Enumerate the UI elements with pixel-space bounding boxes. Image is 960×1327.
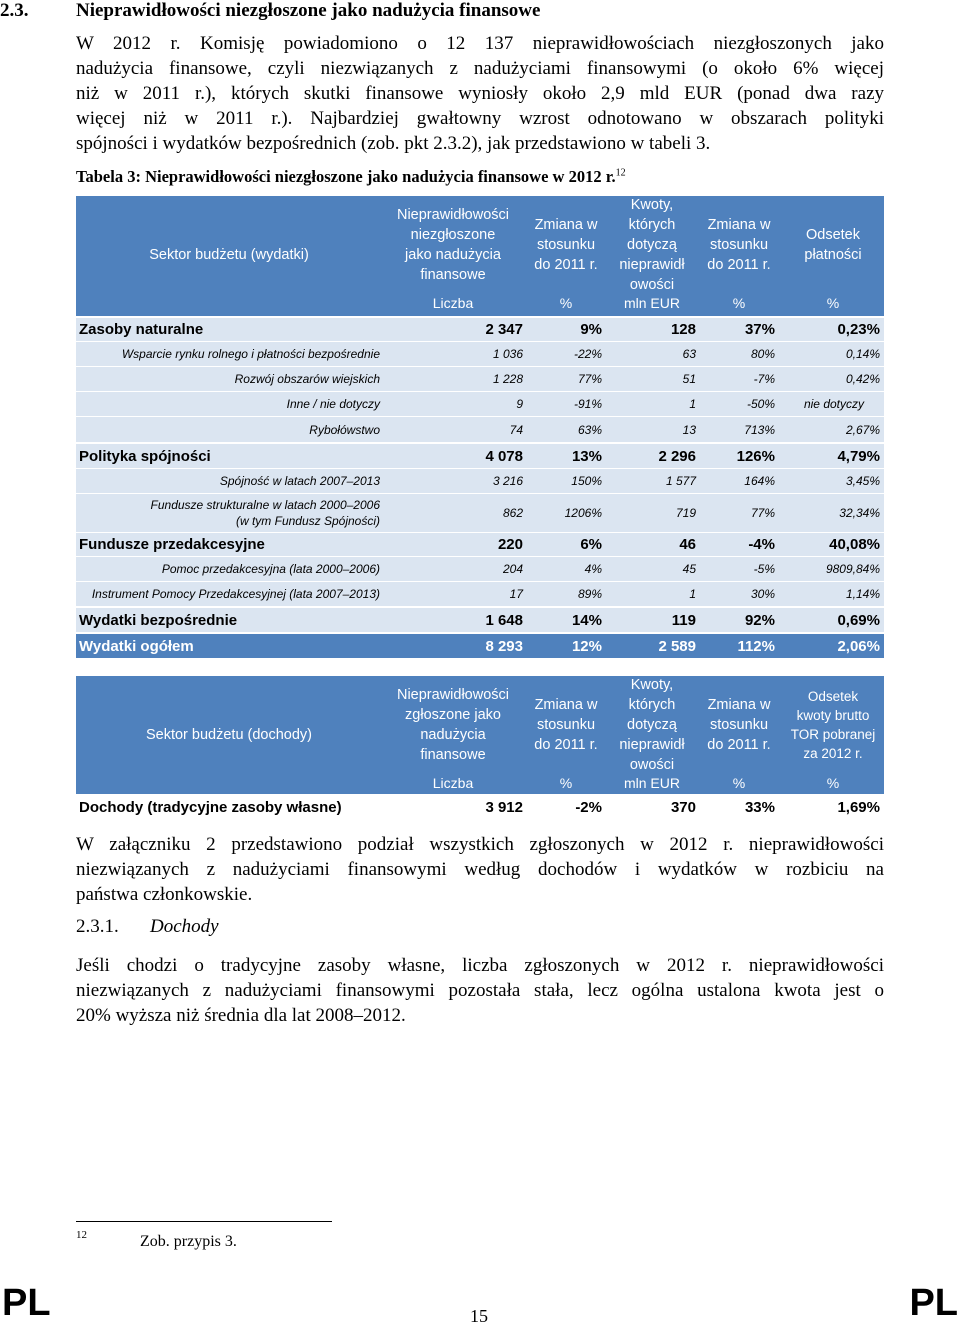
header-amounts: Kwoty, których dotyczą nieprawidł owości bbox=[619, 677, 685, 773]
row-label: Rozwój obszarów wiejskich bbox=[234, 372, 380, 386]
header-change-amount: Zmiana w stosunku do 2011 r. bbox=[707, 217, 771, 273]
cell-amount: 1 bbox=[689, 397, 696, 411]
cell-rate: 0,23% bbox=[837, 321, 880, 338]
cell-change: 89% bbox=[577, 587, 602, 601]
cell-change: 150% bbox=[571, 474, 602, 488]
row-label: Wydatki bezpośrednie bbox=[79, 611, 238, 629]
table-row bbox=[76, 795, 884, 819]
cell-change: -7% bbox=[753, 372, 775, 386]
cell-change: 14% bbox=[571, 611, 602, 629]
cell-change: 80% bbox=[750, 347, 775, 361]
cell-count: 17 bbox=[509, 587, 523, 601]
para-line: spójności i wydatków bezpośrednich (zob. pkt 2.3.2), jak przedstawiono w tabeli 3. bbox=[76, 133, 711, 154]
cell-change: 92% bbox=[744, 611, 775, 629]
cell-rate: 0,14% bbox=[845, 347, 880, 361]
row-label-line: (w tym Fundusz Spójności) bbox=[235, 514, 380, 528]
cell-change: 112% bbox=[737, 637, 775, 655]
unit-percent: % bbox=[559, 775, 573, 791]
cell-amount: 370 bbox=[670, 798, 696, 816]
table-row bbox=[76, 367, 884, 391]
row-label: Wydatki ogółem bbox=[79, 637, 194, 655]
para-line: nadużycia finansowe, czyli niezwiązanych z nadużyciami finansowymi (o około 6% więcej bbox=[76, 58, 884, 79]
cell-rate: 2,67% bbox=[845, 422, 880, 437]
unit-percent: % bbox=[732, 295, 746, 311]
unit-percent: % bbox=[826, 295, 840, 311]
row-label: Fundusze przedakcesyjne bbox=[79, 536, 265, 553]
header-sector: Sektor budżetu (wydatki) bbox=[149, 247, 309, 263]
unit-percent: % bbox=[826, 775, 840, 791]
table-row bbox=[76, 444, 884, 468]
cell-change: 37% bbox=[744, 321, 775, 338]
cell-count: 1 228 bbox=[492, 372, 523, 386]
row-label: Polityka spójności bbox=[79, 447, 211, 465]
cell-change: -4% bbox=[748, 536, 775, 553]
cell-rate: 4,79% bbox=[837, 447, 880, 465]
cell-rate: 32,34% bbox=[839, 506, 880, 520]
table-row bbox=[76, 557, 884, 581]
cell-change: -22% bbox=[573, 347, 602, 361]
language-code-right: PL bbox=[909, 1282, 958, 1324]
expenditure-table-header bbox=[76, 196, 884, 316]
header-count: Nieprawidłowości zgłoszone jako nadużycia finansowe bbox=[396, 687, 509, 763]
cell-count: 74 bbox=[509, 422, 523, 437]
para-line: Jeśli chodzi o tradycyjne zasoby własne, liczba zgłoszonych w 2012 r. nieprawidłowości bbox=[76, 955, 884, 976]
para-line: niż w 2011 r.), których skutki finansowe wyniosły około 2,9 mld EUR (ponad dwa razy bbox=[76, 83, 884, 104]
subsection-number: 2.3.1. bbox=[76, 916, 119, 937]
cell-change: 63% bbox=[577, 422, 602, 437]
page-number: 15 bbox=[470, 1306, 488, 1326]
footnote-number: 12 bbox=[76, 1229, 87, 1241]
cell-amount: 63 bbox=[682, 347, 696, 361]
revenue-paragraph bbox=[76, 953, 884, 1028]
cell-amount: 119 bbox=[671, 611, 696, 629]
cell-count: 8 293 bbox=[485, 637, 523, 655]
subsection-title: Dochody bbox=[150, 916, 219, 937]
unit-percent: % bbox=[732, 775, 746, 791]
para-line: więcej niż w 2011 r.). Najbardziej gwałtowny wzrost odnotowano w obszarach polityki bbox=[76, 108, 884, 129]
footnote-separator bbox=[76, 1221, 332, 1222]
para-line: państwa członkowskie. bbox=[76, 884, 253, 905]
unit-count: Liczba bbox=[432, 295, 474, 311]
cell-count: 2 347 bbox=[485, 321, 523, 338]
cell-rate: 40,08% bbox=[829, 536, 880, 553]
cell-rate: 2,06% bbox=[837, 637, 880, 655]
language-code-left: PL bbox=[2, 1282, 51, 1324]
row-label: Spójność w latach 2007–2013 bbox=[219, 474, 380, 488]
cell-change: 33% bbox=[744, 798, 775, 816]
para-line: niezwiązanych z nadużyciami finansowymi według dochodów i wydatków w rozbiciu na bbox=[76, 859, 884, 880]
cell-change: 6% bbox=[580, 536, 602, 553]
header-count: Nieprawidłowości niezgłoszone jako nadużycia finansowe bbox=[396, 207, 509, 283]
cell-change: 9% bbox=[580, 321, 602, 338]
row-label bbox=[151, 494, 380, 532]
cell-change: 126% bbox=[736, 447, 775, 465]
cell-amount: 45 bbox=[682, 562, 696, 576]
cell-rate: 3,45% bbox=[845, 474, 880, 488]
cell-count: 1 648 bbox=[485, 611, 523, 629]
cell-count: 3 912 bbox=[485, 798, 523, 816]
cell-amount: 13 bbox=[682, 422, 696, 437]
table-row bbox=[76, 417, 884, 442]
row-label: Inne / nie dotyczy bbox=[286, 397, 380, 411]
row-label: Zasoby naturalne bbox=[79, 321, 204, 338]
cell-change: -2% bbox=[575, 798, 602, 816]
table-row bbox=[76, 342, 884, 366]
para-line: W 2012 r. Komisję powiadomiono o 12 137 nieprawidłowościach niezgłoszonych jako bbox=[76, 33, 884, 54]
cell-change: -50% bbox=[746, 397, 775, 411]
cell-amount: 128 bbox=[670, 321, 696, 338]
row-label: Wsparcie rynku rolnego i płatności bezpośrednie bbox=[121, 347, 380, 361]
header-change-amount: Zmiana w stosunku do 2011 r. bbox=[707, 697, 771, 753]
cell-count: 9 bbox=[516, 397, 523, 411]
cell-rate: 1,69% bbox=[837, 798, 880, 816]
subsection-heading bbox=[76, 916, 219, 938]
unit-mln-eur: mln EUR bbox=[623, 295, 680, 311]
cell-count: 1 036 bbox=[492, 347, 523, 361]
table-row bbox=[76, 533, 884, 556]
row-label: Pomoc przedakcesyjna (lata 2000–2006) bbox=[161, 562, 380, 576]
row-label: Rybołówstwo bbox=[309, 422, 380, 437]
table-caption bbox=[76, 167, 626, 187]
intro-paragraph bbox=[76, 31, 884, 156]
cell-amount: 719 bbox=[675, 506, 696, 520]
unit-count: Liczba bbox=[432, 775, 474, 791]
section-number: 2.3. bbox=[0, 0, 29, 21]
cell-rate: 0,42% bbox=[845, 372, 880, 386]
header-payment-rate: Odsetek płatności bbox=[804, 227, 862, 263]
cell-change: 4% bbox=[584, 562, 602, 576]
cell-change: 164% bbox=[744, 474, 775, 488]
cell-amount: 51 bbox=[682, 372, 696, 386]
header-sector: Sektor budżetu (dochody) bbox=[145, 727, 313, 743]
cell-change: 30% bbox=[750, 587, 775, 601]
cell-rate: nie dotyczy bbox=[803, 397, 864, 411]
cell-change: 77% bbox=[577, 372, 602, 386]
table-row bbox=[76, 392, 884, 416]
unit-mln-eur: mln EUR bbox=[623, 775, 680, 791]
cell-count: 220 bbox=[497, 536, 523, 553]
footnote-ref: 12 bbox=[615, 167, 626, 179]
cell-amount: 1 577 bbox=[665, 474, 696, 488]
cell-change: -91% bbox=[573, 397, 602, 411]
cell-change: 13% bbox=[571, 447, 602, 465]
revenue-table-header bbox=[76, 676, 884, 794]
row-label: Dochody (tradycyjne zasoby własne) bbox=[79, 798, 342, 816]
table-total-row bbox=[76, 634, 884, 658]
cell-amount: 1 bbox=[689, 587, 696, 601]
row-label: Instrument Pomocy Przedakcesyjnej (lata 2007–2013) bbox=[91, 587, 380, 601]
para-line: W załączniku 2 przedstawiono podział wszystkich zgłoszonych w 2012 r. nieprawidłowości bbox=[76, 834, 884, 855]
table-row bbox=[76, 582, 884, 606]
cell-count: 204 bbox=[502, 562, 523, 576]
header-change-count: Zmiana w stosunku do 2011 r. bbox=[534, 217, 598, 273]
cell-count: 3 216 bbox=[492, 474, 523, 488]
cell-amount: 2 589 bbox=[658, 637, 696, 655]
cell-amount: 2 296 bbox=[658, 447, 696, 465]
cell-amount: 46 bbox=[679, 536, 696, 553]
cell-rate: 9809,84% bbox=[825, 562, 880, 576]
unit-percent: % bbox=[559, 295, 573, 311]
row-label-line: Fundusze strukturalne w latach 2000–2006 bbox=[150, 498, 380, 512]
table-row bbox=[76, 469, 884, 493]
table-row bbox=[76, 608, 884, 632]
cell-change: 713% bbox=[744, 422, 775, 437]
cell-rate: 1,14% bbox=[845, 587, 880, 601]
cell-change: 77% bbox=[750, 506, 775, 520]
para-line: niezwiązanych z nadużyciami finansowymi pozostała stała, lecz ogólna ustalona kwota jest o bbox=[76, 980, 884, 1001]
header-tor-rate: Odsetek kwoty brutto TOR pobranej za 2012 r. bbox=[790, 689, 876, 761]
cell-count: 862 bbox=[502, 506, 523, 520]
cell-change: -5% bbox=[753, 562, 775, 576]
section-heading bbox=[0, 0, 540, 22]
cell-count: 4 078 bbox=[485, 447, 523, 465]
cell-change: 1206% bbox=[564, 506, 602, 520]
para-line: 20% wyższa niż średnia dla lat 2008–2012. bbox=[76, 1005, 406, 1026]
cell-rate: 0,69% bbox=[837, 611, 880, 629]
caption-text: Tabela 3: Nieprawidłowości niezgłoszone jako nadużycia finansowe w 2012 r. bbox=[76, 167, 616, 186]
section-title: Nieprawidłowości niezgłoszone jako nadużycia finansowe bbox=[76, 0, 541, 21]
cell-change: 12% bbox=[571, 637, 602, 655]
header-amounts: Kwoty, których dotyczą nieprawidł owości bbox=[619, 197, 685, 293]
footnote-text: Zob. przypis 3. bbox=[140, 1233, 237, 1250]
annex-paragraph bbox=[76, 832, 884, 907]
table-row bbox=[76, 318, 884, 341]
table-row bbox=[76, 494, 884, 532]
header-change-count: Zmiana w stosunku do 2011 r. bbox=[534, 697, 598, 753]
